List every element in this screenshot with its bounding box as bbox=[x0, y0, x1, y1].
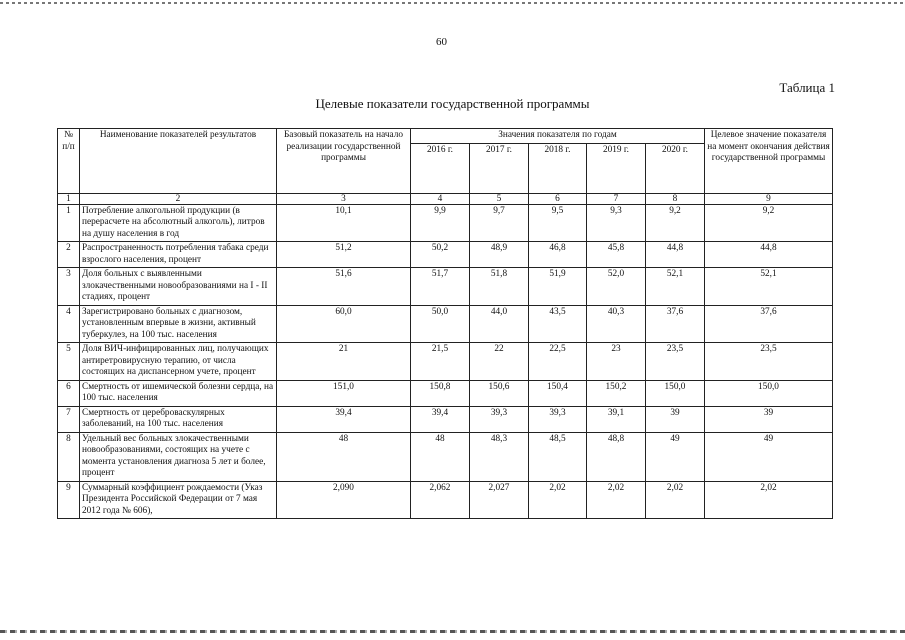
header-year: 2017 г. bbox=[470, 143, 529, 193]
column-number: 5 bbox=[470, 193, 529, 204]
document-title: Целевые показатели государственной программы bbox=[315, 96, 590, 111]
value-2020: 37,6 bbox=[646, 305, 705, 343]
header-years-group: Значения показателя по годам bbox=[411, 129, 705, 144]
target-value: 9,2 bbox=[705, 204, 833, 242]
value-2018: 2,02 bbox=[529, 481, 587, 519]
value-2017: 2,027 bbox=[470, 481, 529, 519]
table-row bbox=[58, 204, 833, 242]
table-row bbox=[58, 305, 833, 343]
target-value: 23,5 bbox=[705, 343, 833, 381]
value-2019: 52,0 bbox=[587, 268, 646, 306]
header-year: 2020 г. bbox=[646, 143, 705, 193]
base-value: 51,6 bbox=[277, 268, 411, 306]
header-base: Базовый показатель на начало реализации государственной программы bbox=[277, 129, 411, 194]
target-value: 39 bbox=[705, 406, 833, 432]
base-value: 151,0 bbox=[277, 380, 411, 406]
target-value: 44,8 bbox=[705, 242, 833, 268]
table-row bbox=[58, 380, 833, 406]
row-number: 3 bbox=[58, 268, 80, 306]
value-2016: 50,2 bbox=[411, 242, 470, 268]
column-number: 3 bbox=[277, 193, 411, 204]
value-2020: 150,0 bbox=[646, 380, 705, 406]
indicator-name: Смертность от ишемической болезни сердца, на 100 тыс. населения bbox=[80, 380, 277, 406]
table-row bbox=[58, 481, 833, 519]
value-2016: 150,8 bbox=[411, 380, 470, 406]
base-value: 39,4 bbox=[277, 406, 411, 432]
value-2017: 51,8 bbox=[470, 268, 529, 306]
value-2016: 2,062 bbox=[411, 481, 470, 519]
indicator-name: Доля ВИЧ-инфицированных лиц, получающих антиретровирусную терапию, от числа состоящих на диспансерном учете, процент bbox=[80, 343, 277, 381]
column-number: 2 bbox=[80, 193, 277, 204]
base-value: 60,0 bbox=[277, 305, 411, 343]
base-value: 48 bbox=[277, 432, 411, 481]
value-2018: 22,5 bbox=[529, 343, 587, 381]
value-2018: 39,3 bbox=[529, 406, 587, 432]
value-2020: 23,5 bbox=[646, 343, 705, 381]
row-number: 5 bbox=[58, 343, 80, 381]
indicator-name: Суммарный коэффициент рождаемости (Указ Президента Российской Федерации от 7 мая 2012 года № 606), bbox=[80, 481, 277, 519]
table-row bbox=[58, 268, 833, 306]
indicator-name: Зарегистрировано больных с диагнозом, установленным впервые в жизни, активный туберкулез, на 100 тыс. населения bbox=[80, 305, 277, 343]
value-2018: 150,4 bbox=[529, 380, 587, 406]
column-number: 8 bbox=[646, 193, 705, 204]
value-2018: 46,8 bbox=[529, 242, 587, 268]
target-value: 2,02 bbox=[705, 481, 833, 519]
value-2017: 48,3 bbox=[470, 432, 529, 481]
row-number: 6 bbox=[58, 380, 80, 406]
page-number: 60 bbox=[436, 36, 447, 48]
value-2017: 9,7 bbox=[470, 204, 529, 242]
target-value: 52,1 bbox=[705, 268, 833, 306]
column-number: 6 bbox=[529, 193, 587, 204]
indicator-name: Смертность от цереброваскулярных заболеваний, на 100 тыс. населения bbox=[80, 406, 277, 432]
value-2016: 9,9 bbox=[411, 204, 470, 242]
base-value: 2,090 bbox=[277, 481, 411, 519]
value-2019: 39,1 bbox=[587, 406, 646, 432]
base-value: 51,2 bbox=[277, 242, 411, 268]
column-number: 1 bbox=[58, 193, 80, 204]
table-row bbox=[58, 406, 833, 432]
header-year: 2018 г. bbox=[529, 143, 587, 193]
table-row bbox=[58, 432, 833, 481]
table-label: Таблица 1 bbox=[779, 80, 835, 95]
value-2020: 39 bbox=[646, 406, 705, 432]
header-year: 2019 г. bbox=[587, 143, 646, 193]
header-num: № п/п bbox=[58, 129, 80, 194]
value-2018: 9,5 bbox=[529, 204, 587, 242]
column-number: 7 bbox=[587, 193, 646, 204]
row-number: 9 bbox=[58, 481, 80, 519]
value-2019: 48,8 bbox=[587, 432, 646, 481]
indicator-name: Удельный вес больных злокачественными новообразованиями, состоящих на учете с момента установления диагноза 5 лет и более, процент bbox=[80, 432, 277, 481]
value-2019: 2,02 bbox=[587, 481, 646, 519]
column-number: 4 bbox=[411, 193, 470, 204]
value-2019: 9,3 bbox=[587, 204, 646, 242]
header-year: 2016 г. bbox=[411, 143, 470, 193]
target-value: 150,0 bbox=[705, 380, 833, 406]
table-row bbox=[58, 242, 833, 268]
indicator-name: Доля больных с выявленными злокачественными новообразованиями на I - II стадиях, процент bbox=[80, 268, 277, 306]
column-number: 9 bbox=[705, 193, 833, 204]
value-2018: 48,5 bbox=[529, 432, 587, 481]
header-target: Целевое значение показателя на момент окончания действия государственной программы bbox=[705, 129, 833, 194]
scan-top-edge bbox=[0, 2, 905, 4]
value-2017: 22 bbox=[470, 343, 529, 381]
value-2017: 39,3 bbox=[470, 406, 529, 432]
value-2017: 150,6 bbox=[470, 380, 529, 406]
value-2019: 23 bbox=[587, 343, 646, 381]
target-value: 49 bbox=[705, 432, 833, 481]
value-2020: 49 bbox=[646, 432, 705, 481]
indicators-table bbox=[57, 128, 833, 519]
value-2017: 48,9 bbox=[470, 242, 529, 268]
indicator-name: Потребление алкогольной продукции (в перерасчете на абсолютный алкоголь), литров на душу населения в год bbox=[80, 204, 277, 242]
row-number: 2 bbox=[58, 242, 80, 268]
row-number: 8 bbox=[58, 432, 80, 481]
table-row bbox=[58, 343, 833, 381]
indicator-name: Распространенность потребления табака среди взрослого населения, процент bbox=[80, 242, 277, 268]
row-number: 7 bbox=[58, 406, 80, 432]
value-2016: 51,7 bbox=[411, 268, 470, 306]
value-2018: 51,9 bbox=[529, 268, 587, 306]
value-2019: 45,8 bbox=[587, 242, 646, 268]
base-value: 10,1 bbox=[277, 204, 411, 242]
base-value: 21 bbox=[277, 343, 411, 381]
value-2020: 2,02 bbox=[646, 481, 705, 519]
value-2020: 44,8 bbox=[646, 242, 705, 268]
column-numbers-row bbox=[58, 193, 833, 204]
row-number: 4 bbox=[58, 305, 80, 343]
value-2019: 40,3 bbox=[587, 305, 646, 343]
value-2017: 44,0 bbox=[470, 305, 529, 343]
value-2020: 52,1 bbox=[646, 268, 705, 306]
value-2016: 39,4 bbox=[411, 406, 470, 432]
value-2020: 9,2 bbox=[646, 204, 705, 242]
header-name: Наименование показателей результатов bbox=[80, 129, 277, 194]
scan-bottom-edge bbox=[0, 630, 905, 633]
target-value: 37,6 bbox=[705, 305, 833, 343]
value-2016: 50,0 bbox=[411, 305, 470, 343]
value-2016: 21,5 bbox=[411, 343, 470, 381]
value-2018: 43,5 bbox=[529, 305, 587, 343]
value-2016: 48 bbox=[411, 432, 470, 481]
value-2019: 150,2 bbox=[587, 380, 646, 406]
row-number: 1 bbox=[58, 204, 80, 242]
